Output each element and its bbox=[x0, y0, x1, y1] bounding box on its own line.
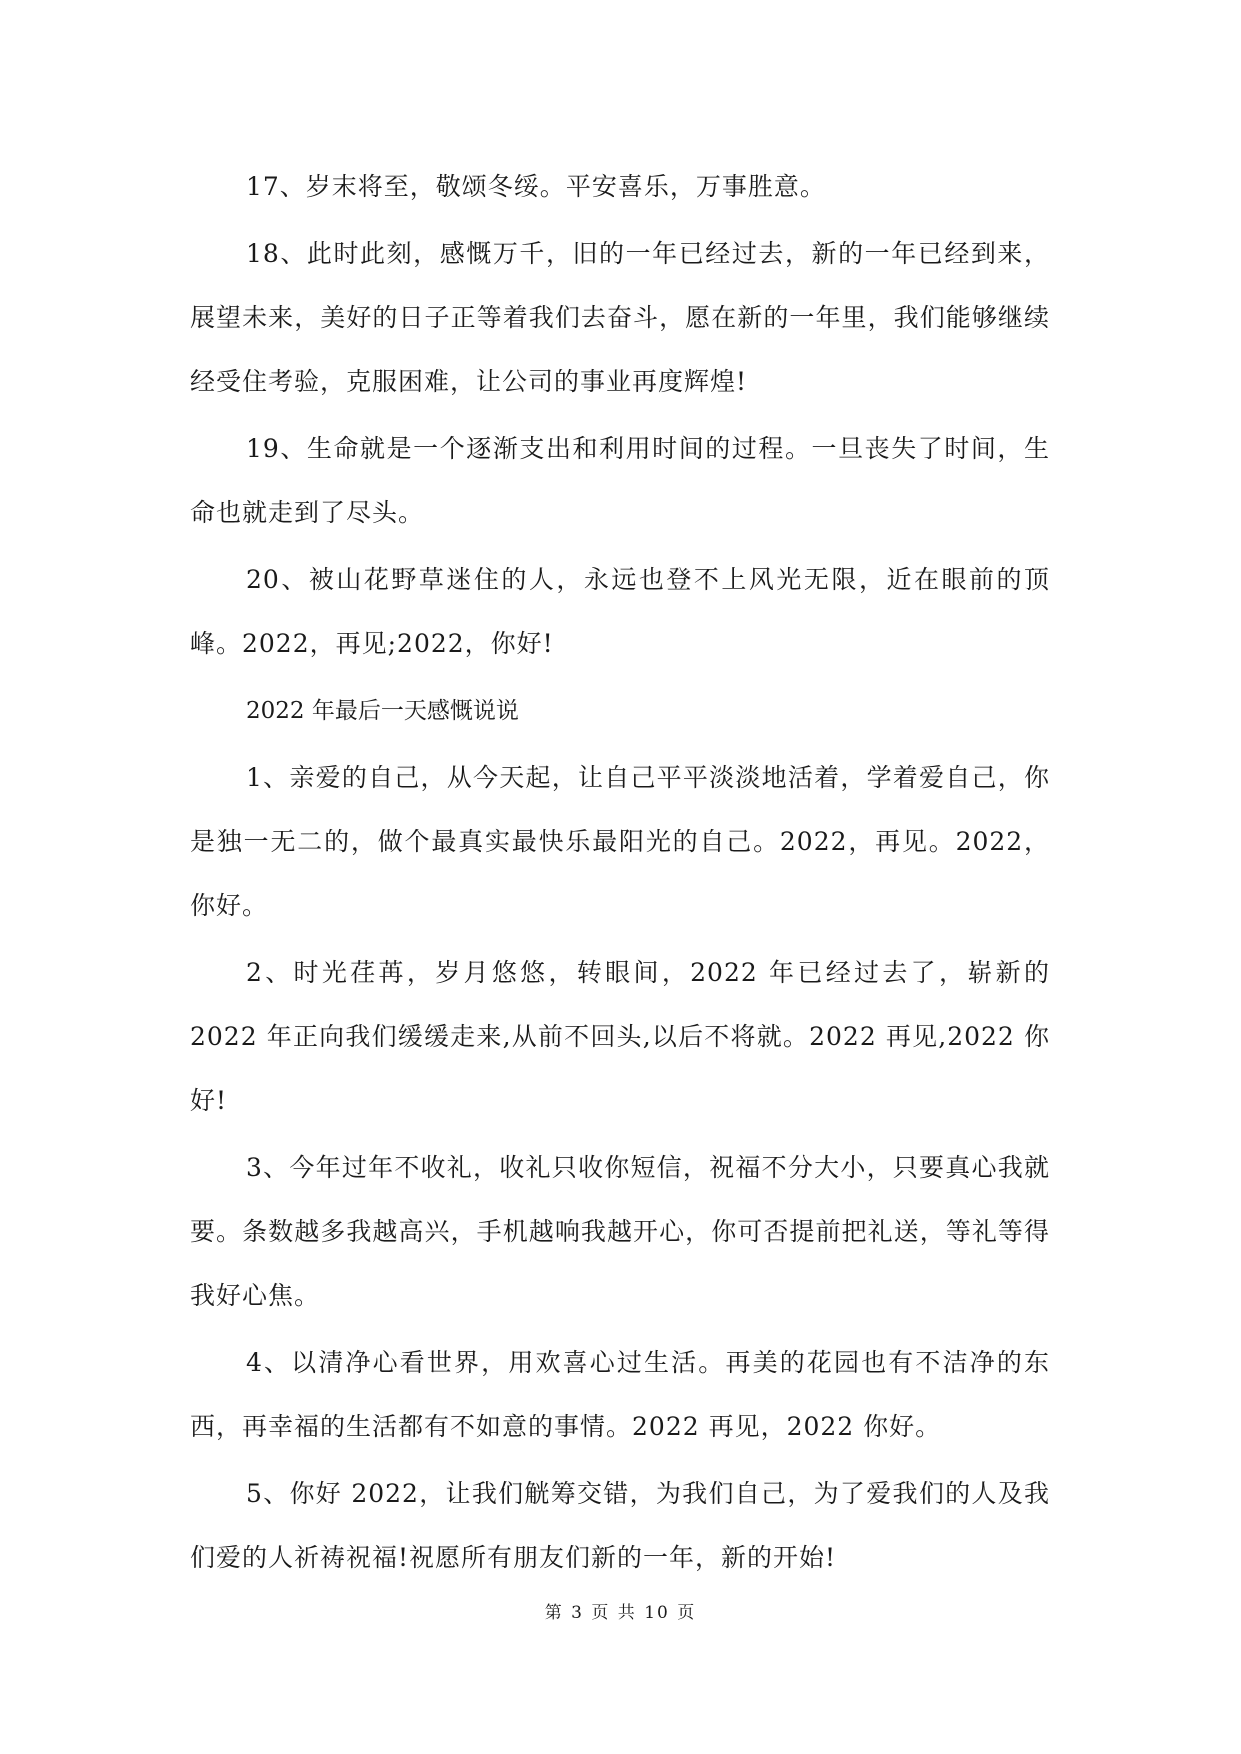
document-body bbox=[190, 155, 1050, 1593]
section-paragraph-2: 2、时光荏苒，岁月悠悠，转眼间，2022 年已经过去了，崭新的 2022 年正向我们缓缓走来,从前不回头,以后不将就。2022 再见,2022 你好! bbox=[190, 958, 1050, 1115]
paragraph-17: 17、岁末将至，敬颂冬绥。平安喜乐，万事胜意。 bbox=[246, 172, 826, 201]
section-paragraph-5: 5、你好 2022，让我们觥筹交错，为我们自己，为了爱我们的人及我们爱的人祈祷祝福!祝愿所有朋友们新的一年，新的开始! bbox=[190, 1479, 1050, 1572]
section-paragraph-3: 3、今年过年不收礼，收礼只收你短信，祝福不分大小，只要真心我就要。条数越多我越高兴，手机越响我越开心，你可否提前把礼送，等礼等得我好心焦。 bbox=[190, 1153, 1050, 1310]
section-heading: 2022 年最后一天感慨说说 bbox=[246, 698, 519, 724]
paragraph-20: 20、被山花野草迷住的人，永远也登不上风光无限，近在眼前的顶峰。2022，再见;2022，你好! bbox=[190, 565, 1050, 658]
section-paragraph-4: 4、以清净心看世界，用欢喜心过生活。再美的花园也有不洁净的东西，再幸福的生活都有不如意的事情。2022 再见，2022 你好。 bbox=[190, 1348, 1050, 1441]
page-number-footer: 第 3 页 共 10 页 bbox=[544, 1603, 697, 1623]
paragraph-18: 18、此时此刻，感慨万千，旧的一年已经过去，新的一年已经到来，展望未来，美好的日子正等着我们去奋斗，愿在新的一年里，我们能够继续经受住考验，克服困难，让公司的事业再度辉煌! bbox=[190, 239, 1050, 396]
section-paragraph-1: 1、亲爱的自己，从今天起，让自己平平淡淡地活着，学着爱自己，你是独一无二的，做个最真实最快乐最阳光的自己。2022，再见。2022，你好。 bbox=[190, 763, 1050, 920]
paragraph-19: 19、生命就是一个逐渐支出和利用时间的过程。一旦丧失了时间，生命也就走到了尽头。 bbox=[190, 434, 1050, 527]
